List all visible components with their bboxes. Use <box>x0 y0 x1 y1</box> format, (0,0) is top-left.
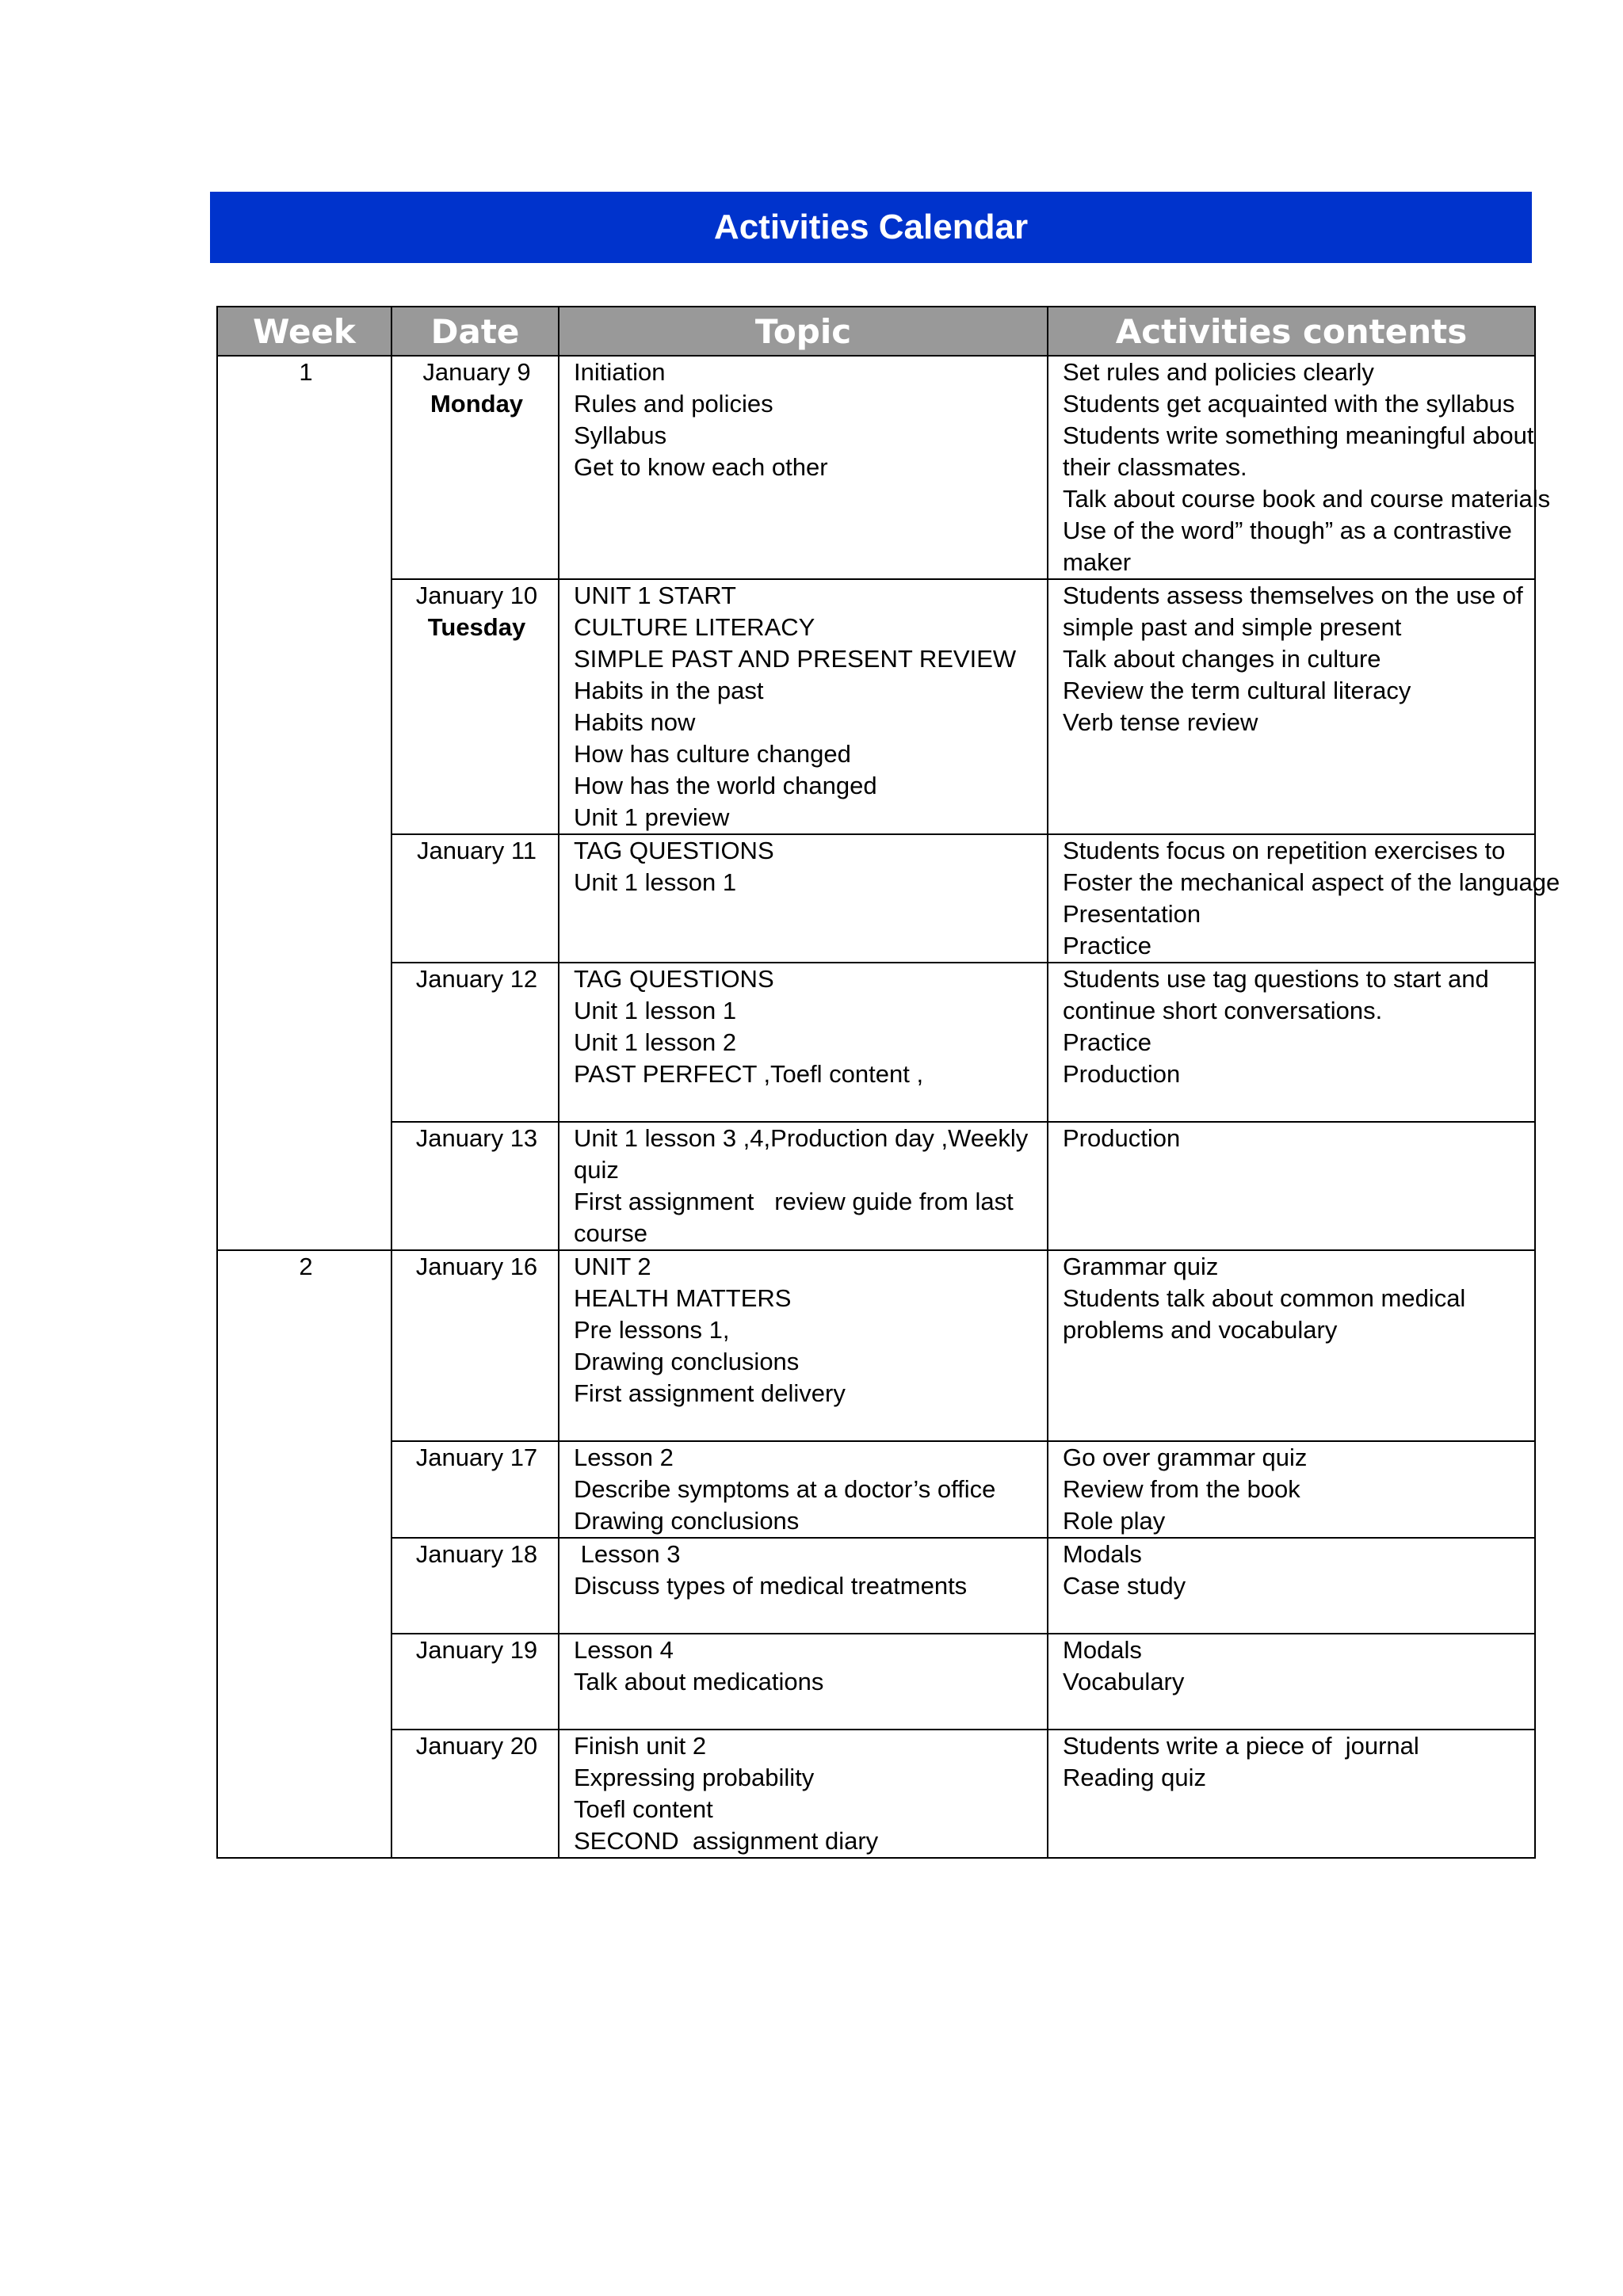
activities-cell <box>1048 1538 1535 1634</box>
activities-table <box>216 306 1560 1859</box>
activities-cell <box>1048 579 1535 834</box>
activities-cell <box>1048 1441 1535 1538</box>
activities-cell <box>1048 356 1551 579</box>
topic-line: Unit 1 lesson 3 ,4,Production day ,Weekly <box>574 1124 1029 1152</box>
table-row <box>217 356 1535 579</box>
date-text: January 10 <box>415 582 538 609</box>
activities-line: Reading quiz <box>1063 1764 1206 1791</box>
activities-line: Case study <box>1063 1572 1186 1600</box>
table-row <box>217 1250 1535 1441</box>
date-text: January 17 <box>415 1444 538 1471</box>
table-row <box>217 834 1535 963</box>
date-cell <box>391 834 559 963</box>
activities-line: Grammar quiz <box>1063 1253 1219 1280</box>
topic-line: Syllabus <box>574 421 667 449</box>
date-text: January 9 <box>422 358 531 386</box>
date-text: January 20 <box>415 1732 538 1760</box>
topic-cell <box>559 579 1048 834</box>
activities-line: Students focus on repetition exercises to <box>1063 837 1506 864</box>
activities-line: Review the term cultural literacy <box>1063 677 1411 704</box>
topic-line: Initiation <box>574 358 666 386</box>
topic-cell <box>559 963 1048 1122</box>
topic-cell <box>559 1634 1048 1730</box>
activities-line: Foster the mechanical aspect of the language <box>1063 868 1560 896</box>
activities-line: Set rules and policies clearly <box>1063 358 1374 386</box>
header-topic: Topic <box>559 307 1048 356</box>
date-cell <box>391 1122 559 1250</box>
topic-line: Rules and policies <box>574 390 773 418</box>
topic-line: UNIT 2 <box>574 1253 651 1280</box>
activities-cell <box>1048 1122 1535 1250</box>
topic-line: Unit 1 lesson 1 <box>574 868 737 896</box>
activities-line: Students use tag questions to start and <box>1063 965 1489 993</box>
table-row <box>217 1538 1535 1634</box>
date-cell <box>391 963 559 1122</box>
topic-line: TAG QUESTIONS <box>574 837 774 864</box>
topic-line: First assignment review guide from last <box>574 1188 1014 1215</box>
topic-line: Unit 1 lesson 2 <box>574 1028 737 1056</box>
date-text: January 16 <box>415 1253 538 1280</box>
date-cell <box>391 356 559 579</box>
table-row <box>217 1634 1535 1730</box>
activities-line: Modals <box>1063 1636 1142 1664</box>
activities-line: Practice <box>1063 1028 1151 1056</box>
activities-line: Students write a piece of journal <box>1063 1732 1419 1760</box>
activities-line: Presentation <box>1063 900 1201 928</box>
page-title: Activities Calendar <box>210 192 1532 263</box>
activities-line: problems and vocabulary <box>1063 1316 1338 1344</box>
activities-line: maker <box>1063 548 1132 576</box>
header-activities: Activities contents <box>1048 307 1535 356</box>
activities-line: Vocabulary <box>1063 1668 1185 1695</box>
topic-line: Pre lessons 1, <box>574 1316 730 1344</box>
topic-line: Unit 1 preview <box>574 803 730 831</box>
topic-line: Lesson 3 <box>574 1540 681 1568</box>
date-text: January 12 <box>415 965 538 993</box>
topic-line: UNIT 1 START <box>574 582 736 609</box>
activities-line: Role play <box>1063 1507 1166 1535</box>
topic-line: How has culture changed <box>574 740 851 768</box>
activities-cell <box>1048 1634 1535 1730</box>
topic-line: quiz <box>574 1156 619 1184</box>
activities-line: Review from the book <box>1063 1475 1300 1503</box>
activities-line: Practice <box>1063 932 1151 959</box>
activities-line: Talk about changes in culture <box>1063 645 1381 673</box>
activities-line: Go over grammar quiz <box>1063 1444 1308 1471</box>
date-text: January 18 <box>415 1540 538 1568</box>
topic-line: CULTURE LITERACY <box>574 613 815 641</box>
topic-line: course <box>574 1219 648 1247</box>
activities-line: Talk about course book and course materials <box>1063 485 1551 513</box>
activities-line: Students assess themselves on the use of <box>1063 582 1523 609</box>
activities-cell <box>1048 1250 1535 1441</box>
table-row <box>217 579 1535 834</box>
topic-cell <box>559 1122 1048 1250</box>
header-row <box>217 307 1535 356</box>
activities-line: Verb tense review <box>1063 708 1258 736</box>
table-row <box>217 963 1535 1122</box>
topic-line: Lesson 4 <box>574 1636 674 1664</box>
topic-line: Habits in the past <box>574 677 764 704</box>
topic-cell <box>559 356 1048 579</box>
activities-cell <box>1048 834 1560 963</box>
topic-line: Describe symptoms at a doctor’s office <box>574 1475 996 1503</box>
date-text: January 19 <box>415 1636 538 1664</box>
topic-line: Discuss types of medical treatments <box>574 1572 968 1600</box>
activities-line: their classmates. <box>1063 453 1247 481</box>
date-cell <box>391 1730 559 1858</box>
date-text: January 11 <box>416 837 537 864</box>
topic-line: Talk about medications <box>574 1668 824 1695</box>
topic-line: Lesson 2 <box>574 1444 674 1471</box>
weekday-text: Monday <box>430 390 524 418</box>
activities-line: Production <box>1063 1124 1181 1152</box>
date-cell <box>391 1538 559 1634</box>
activities-line: Students talk about common medical <box>1063 1284 1466 1312</box>
activities-cell <box>1048 1730 1535 1858</box>
week-cell: 1 <box>217 356 391 1250</box>
table-row <box>217 1441 1535 1538</box>
topic-cell <box>559 1730 1048 1858</box>
topic-line: HEALTH MATTERS <box>574 1284 792 1312</box>
activities-line: Use of the word” though” as a contrastive <box>1063 517 1512 544</box>
date-cell <box>391 579 559 834</box>
table-row <box>217 1730 1535 1858</box>
topic-cell <box>559 1441 1048 1538</box>
date-cell <box>391 1441 559 1538</box>
activities-line: Production <box>1063 1060 1181 1088</box>
topic-cell <box>559 834 1048 963</box>
activities-line: simple past and simple present <box>1063 613 1402 641</box>
header-date: Date <box>391 307 559 356</box>
topic-line: Finish unit 2 <box>574 1732 707 1760</box>
topic-cell <box>559 1538 1048 1634</box>
topic-line: Expressing probability <box>574 1764 815 1791</box>
topic-line: First assignment delivery <box>574 1379 846 1407</box>
topic-line: Drawing conclusions <box>574 1348 800 1375</box>
topic-line: Drawing conclusions <box>574 1507 800 1535</box>
activities-line: continue short conversations. <box>1063 997 1383 1024</box>
date-cell <box>391 1634 559 1730</box>
topic-line: Unit 1 lesson 1 <box>574 997 737 1024</box>
activities-cell <box>1048 963 1535 1122</box>
topic-line: PAST PERFECT ,Toefl content , <box>574 1060 924 1088</box>
date-text: January 13 <box>415 1124 538 1152</box>
topic-line: Get to know each other <box>574 453 828 481</box>
week-cell: 2 <box>217 1250 391 1858</box>
topic-cell <box>559 1250 1048 1441</box>
activities-line: Modals <box>1063 1540 1142 1568</box>
table-row <box>217 1122 1535 1250</box>
topic-line: Habits now <box>574 708 696 736</box>
topic-line: TAG QUESTIONS <box>574 965 774 993</box>
date-cell <box>391 1250 559 1441</box>
activities-line: Students get acquainted with the syllabus <box>1063 390 1515 418</box>
topic-line: SECOND assignment diary <box>574 1827 879 1855</box>
topic-line: SIMPLE PAST AND PRESENT REVIEW <box>574 645 1017 673</box>
header-week: Week <box>217 307 391 356</box>
weekday-text: Tuesday <box>427 613 526 641</box>
activities-line: Students write something meaningful about <box>1063 421 1534 449</box>
topic-line: How has the world changed <box>574 772 877 799</box>
topic-line: Toefl content <box>574 1795 713 1823</box>
